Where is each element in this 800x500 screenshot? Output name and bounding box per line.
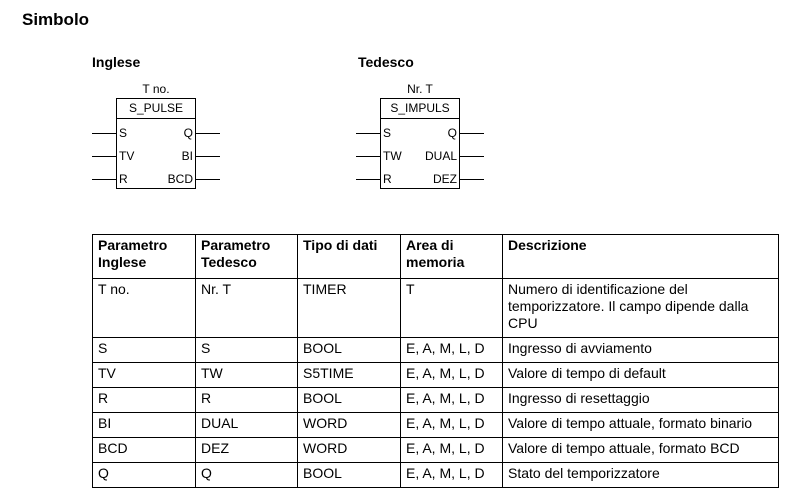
- table-cell: TW: [196, 363, 298, 388]
- table-cell: WORD: [298, 413, 401, 438]
- english-output-wire: [196, 179, 220, 180]
- table-cell: Q: [93, 463, 196, 488]
- table-cell: TV: [93, 363, 196, 388]
- table-row: [93, 279, 779, 338]
- german-output-wire: [460, 156, 484, 157]
- table-cell: S: [93, 338, 196, 363]
- table-row: [93, 438, 779, 463]
- english-output-wire: [196, 133, 220, 134]
- table-cell: WORD: [298, 438, 401, 463]
- table-row: [93, 363, 779, 388]
- german-output-wire: [460, 179, 484, 180]
- column-header: Parametro Tedesco: [196, 235, 298, 279]
- table-cell: E, A, M, L, D: [401, 413, 503, 438]
- english-input-pin: R: [119, 172, 128, 186]
- english-input-pin: S: [119, 126, 128, 140]
- page-title: Simbolo: [22, 10, 90, 29]
- english-input-pin: TV: [119, 149, 135, 163]
- table-row: [93, 463, 779, 488]
- table-cell: T: [401, 279, 503, 338]
- german-output-pin: DEZ: [433, 172, 457, 186]
- german-input-wire: [356, 156, 380, 157]
- table-cell: Valore di tempo attuale, formato binario: [503, 413, 779, 438]
- table-cell: R: [196, 388, 298, 413]
- table-row: [93, 388, 779, 413]
- table-cell: E, A, M, L, D: [401, 338, 503, 363]
- english-block-name: S_PULSE: [117, 99, 195, 119]
- table-cell: TIMER: [298, 279, 401, 338]
- german-block-number: Nr. T: [407, 82, 433, 96]
- table-cell: Valore di tempo attuale, formato BCD: [503, 438, 779, 463]
- table-cell: BCD: [93, 438, 196, 463]
- column-header: Tipo di dati: [298, 235, 401, 279]
- table-cell: BI: [93, 413, 196, 438]
- table-row: [93, 413, 779, 438]
- german-input-pin: R: [383, 172, 392, 186]
- table-cell: Ingresso di resettaggio: [503, 388, 779, 413]
- english-output-wire: [196, 156, 220, 157]
- english-output-pin: BI: [181, 149, 193, 163]
- english-input-wire: [92, 156, 116, 157]
- german-output-wire: [460, 133, 484, 134]
- table-cell: E, A, M, L, D: [401, 438, 503, 463]
- table-cell: T no.: [93, 279, 196, 338]
- table-cell: S5TIME: [298, 363, 401, 388]
- table-cell: E, A, M, L, D: [401, 388, 503, 413]
- table-cell: Stato del temporizzatore: [503, 463, 779, 488]
- table-cell: E, A, M, L, D: [401, 463, 503, 488]
- english-output-pin: BCD: [167, 172, 193, 186]
- table-cell: Ingresso di avviamento: [503, 338, 779, 363]
- parameter-table: [92, 234, 779, 488]
- table-cell: BOOL: [298, 338, 401, 363]
- table-cell: R: [93, 388, 196, 413]
- table-cell: DUAL: [196, 413, 298, 438]
- table-cell: Q: [196, 463, 298, 488]
- english-output-pin: Q: [183, 126, 193, 140]
- english-input-wire: [92, 179, 116, 180]
- german-input-pin: TW: [383, 149, 402, 163]
- column-header: Parametro Inglese: [93, 235, 196, 279]
- english-heading: Inglese: [92, 54, 141, 70]
- table-cell: BOOL: [298, 463, 401, 488]
- german-input-pin: S: [383, 126, 392, 140]
- table-cell: Nr. T: [196, 279, 298, 338]
- german-input-wire: [356, 133, 380, 134]
- column-header: Descrizione: [503, 235, 779, 279]
- table-cell: DEZ: [196, 438, 298, 463]
- german-output-pin: DUAL: [424, 149, 457, 163]
- table-cell: BOOL: [298, 388, 401, 413]
- table-row: [93, 338, 779, 363]
- german-output-pin: Q: [447, 126, 457, 140]
- table-cell: Valore di tempo di default: [503, 363, 779, 388]
- table-cell: Numero di identificazione del temporizzatore. Il campo dipende dalla CPU: [503, 279, 779, 338]
- english-input-wire: [92, 133, 116, 134]
- column-header: Area di memoria: [401, 235, 503, 279]
- table-header-row: [93, 235, 779, 279]
- german-input-wire: [356, 179, 380, 180]
- english-block-number: T no.: [142, 82, 170, 96]
- german-block-name: S_IMPULS: [381, 99, 459, 119]
- table-cell: S: [196, 338, 298, 363]
- table-cell: E, A, M, L, D: [401, 363, 503, 388]
- german-heading: Tedesco: [358, 54, 414, 70]
